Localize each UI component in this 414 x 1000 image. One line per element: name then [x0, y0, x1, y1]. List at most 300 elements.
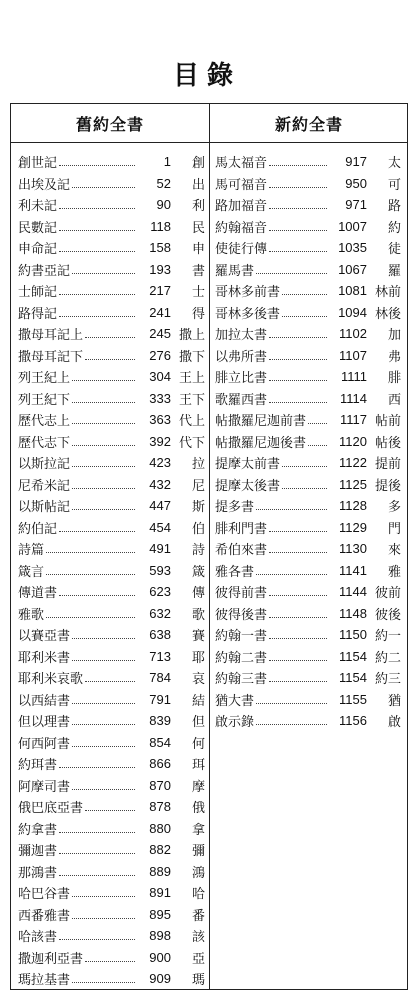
book-abbreviation: 來 [387, 543, 401, 559]
toc-entry [11, 237, 209, 259]
page-number: 891 [149, 885, 171, 901]
book-abbreviation: 亞 [191, 951, 205, 967]
book-abbreviation: 詩 [191, 543, 205, 559]
leader-dots [72, 445, 135, 446]
book-name: 馬太福音 [215, 156, 268, 172]
book-name: 雅各書 [215, 564, 255, 580]
leader-dots [308, 445, 327, 446]
new-testament-list [211, 151, 407, 732]
toc-entry [11, 624, 209, 646]
book-abbreviation: 出 [191, 177, 205, 193]
toc-entry [211, 409, 407, 431]
leader-dots [59, 939, 135, 940]
book-name: 創世記 [18, 156, 58, 172]
leader-dots [308, 423, 327, 424]
page-number: 950 [345, 175, 367, 191]
book-name: 啟示錄 [215, 715, 255, 731]
book-abbreviation: 腓 [387, 371, 401, 387]
leader-dots [72, 509, 135, 510]
toc-entry [11, 431, 209, 453]
book-abbreviation: 徒 [387, 242, 401, 258]
book-name: 約翰福音 [215, 220, 268, 236]
toc-entry [211, 323, 407, 345]
toc-entry [211, 689, 407, 711]
book-abbreviation: 哈 [191, 887, 205, 903]
page-number: 1154 [339, 670, 367, 686]
toc-entry [11, 323, 209, 345]
leader-dots [72, 789, 135, 790]
leader-dots [85, 337, 135, 338]
book-name: 撒迦利亞書 [18, 951, 84, 967]
leader-dots [59, 294, 135, 295]
leader-dots [72, 746, 135, 747]
book-abbreviation: 林前 [374, 285, 401, 301]
toc-entry [11, 839, 209, 861]
page-number: 713 [149, 648, 171, 664]
toc-entry [211, 581, 407, 603]
leader-dots [72, 896, 135, 897]
page-number: 900 [149, 949, 171, 965]
toc-entry [211, 560, 407, 582]
book-name: 猶大書 [215, 693, 255, 709]
toc-entry [11, 818, 209, 840]
toc-entry [11, 173, 209, 195]
toc-entry [11, 667, 209, 689]
page-number: 1141 [339, 562, 367, 578]
book-abbreviation: 王下 [178, 392, 205, 408]
toc-entry [11, 388, 209, 410]
page-number: 1081 [338, 283, 367, 299]
page-number: 1129 [339, 519, 367, 535]
leader-dots [59, 853, 135, 854]
page-number: 917 [345, 154, 367, 170]
page-number: 1007 [338, 218, 367, 234]
book-name: 彌迦書 [18, 844, 58, 860]
leader-dots [269, 531, 327, 532]
toc-entry [211, 474, 407, 496]
book-abbreviation: 多 [387, 500, 401, 516]
book-abbreviation: 拿 [191, 822, 205, 838]
book-name: 約拿書 [18, 822, 58, 838]
toc-entry [11, 560, 209, 582]
toc-entry [11, 904, 209, 926]
book-abbreviation: 彼後 [374, 607, 401, 623]
leader-dots [72, 488, 135, 489]
page-number: 882 [149, 842, 171, 858]
leader-dots [269, 681, 327, 682]
book-name: 俄巴底亞書 [18, 801, 84, 817]
leader-dots [85, 359, 135, 360]
new-testament-heading: 新約全書 [274, 114, 343, 134]
book-name: 耶利米哀歌 [18, 672, 84, 688]
leader-dots [282, 294, 327, 295]
toc-entry [211, 259, 407, 281]
leader-dots [269, 402, 327, 403]
book-name: 提摩太前書 [215, 457, 281, 473]
leader-dots [72, 380, 135, 381]
page-number: 1107 [339, 347, 367, 363]
leader-dots [269, 165, 327, 166]
leader-dots [269, 638, 327, 639]
book-name: 哥林多後書 [215, 306, 281, 322]
book-abbreviation: 彼前 [374, 586, 401, 602]
book-abbreviation: 瑪 [191, 973, 205, 989]
book-name: 箴言 [18, 564, 45, 580]
leader-dots [59, 875, 135, 876]
page-number: 193 [149, 261, 171, 277]
toc-entry [11, 409, 209, 431]
toc-entry [211, 345, 407, 367]
leader-dots [282, 316, 327, 317]
toc-entry [11, 474, 209, 496]
page-number: 1122 [339, 455, 367, 471]
toc-entry [11, 194, 209, 216]
book-name: 士師記 [18, 285, 58, 301]
book-abbreviation: 約三 [374, 672, 401, 688]
book-abbreviation: 拉 [191, 457, 205, 473]
book-name: 以賽亞書 [18, 629, 71, 645]
book-abbreviation: 弗 [387, 349, 401, 365]
toc-entry [11, 366, 209, 388]
page-number: 1156 [339, 713, 367, 729]
page-number: 241 [149, 304, 171, 320]
leader-dots [59, 595, 135, 596]
page-number: 1117 [340, 412, 367, 428]
leader-dots [269, 337, 327, 338]
page-number: 1067 [338, 261, 367, 277]
book-abbreviation: 士 [191, 285, 205, 301]
book-name: 何西阿書 [18, 736, 71, 752]
book-abbreviation: 約 [387, 220, 401, 236]
page-number: 447 [149, 498, 171, 514]
book-abbreviation: 代上 [178, 414, 205, 430]
book-name: 希伯來書 [215, 543, 268, 559]
page-number: 638 [149, 627, 171, 643]
page-number: 1130 [339, 541, 367, 557]
book-abbreviation: 但 [191, 715, 205, 731]
book-abbreviation: 創 [191, 156, 205, 172]
book-abbreviation: 啟 [387, 715, 401, 731]
toc-entry [11, 581, 209, 603]
page-number: 1125 [339, 476, 367, 492]
old-testament-heading: 舊約全書 [75, 114, 144, 134]
book-name: 彼得後書 [215, 607, 268, 623]
page-number: 878 [149, 799, 171, 815]
toc-entry [11, 646, 209, 668]
leader-dots [269, 251, 327, 252]
leader-dots [46, 574, 135, 575]
book-name: 約珥書 [18, 758, 58, 774]
leader-dots [256, 724, 327, 725]
leader-dots [46, 552, 135, 553]
leader-dots [282, 488, 327, 489]
leader-dots [72, 918, 135, 919]
book-name: 歌羅西書 [215, 392, 268, 408]
leader-dots [72, 982, 135, 983]
book-name: 哈該書 [18, 930, 58, 946]
book-abbreviation: 林後 [374, 306, 401, 322]
book-name: 約翰三書 [215, 672, 268, 688]
book-name: 羅馬書 [215, 263, 255, 279]
page-number: 1150 [339, 627, 367, 643]
book-name: 約翰一書 [215, 629, 268, 645]
leader-dots [282, 466, 327, 467]
page-number: 895 [149, 906, 171, 922]
page-number: 276 [149, 347, 171, 363]
toc-entry [211, 173, 407, 195]
book-abbreviation: 撒上 [178, 328, 205, 344]
book-abbreviation: 太 [387, 156, 401, 172]
page-number: 118 [150, 218, 171, 234]
toc-entry [211, 495, 407, 517]
toc-entry [211, 151, 407, 173]
leader-dots [85, 810, 135, 811]
book-abbreviation: 雅 [387, 564, 401, 580]
page-number: 245 [149, 326, 171, 342]
book-abbreviation: 可 [387, 177, 401, 193]
page-number: 158 [149, 240, 171, 256]
leader-dots [269, 380, 327, 381]
leader-dots [59, 208, 135, 209]
toc-entry [211, 538, 407, 560]
toc-entry [11, 689, 209, 711]
page-number: 432 [149, 476, 171, 492]
toc-entry [11, 452, 209, 474]
toc-entry [11, 259, 209, 281]
leader-dots [59, 251, 135, 252]
book-abbreviation: 約一 [374, 629, 401, 645]
toc-entry [11, 216, 209, 238]
leader-dots [256, 574, 327, 575]
leader-dots [256, 703, 327, 704]
book-name: 以斯帖記 [18, 500, 71, 516]
book-abbreviation: 代下 [178, 435, 205, 451]
leader-dots [72, 273, 135, 274]
page-number: 52 [156, 175, 171, 191]
book-abbreviation: 哀 [191, 672, 205, 688]
book-abbreviation: 摩 [191, 779, 205, 795]
leader-dots [85, 681, 135, 682]
page-number: 623 [149, 584, 171, 600]
leader-dots [72, 402, 135, 403]
page-number: 866 [149, 756, 171, 772]
leader-dots [256, 273, 327, 274]
page-number: 1144 [339, 584, 367, 600]
page-number: 898 [149, 928, 171, 944]
new-testament-column [211, 104, 407, 732]
leader-dots [72, 703, 135, 704]
book-name: 約書亞記 [18, 263, 71, 279]
book-name: 出埃及記 [18, 177, 71, 193]
page-number: 392 [149, 433, 171, 449]
book-name: 瑪拉基書 [18, 973, 71, 989]
page-number: 304 [149, 369, 171, 385]
page-number: 454 [149, 519, 171, 535]
toc-table [10, 103, 408, 990]
page-number: 333 [149, 390, 171, 406]
book-abbreviation: 傳 [191, 586, 205, 602]
toc-entry [211, 194, 407, 216]
toc-entry [211, 517, 407, 539]
book-abbreviation: 提後 [374, 478, 401, 494]
page-number: 1094 [338, 304, 367, 320]
toc-entry [211, 388, 407, 410]
page-number: 889 [149, 863, 171, 879]
book-name: 路加福音 [215, 199, 268, 215]
leader-dots [269, 359, 327, 360]
page-number: 632 [149, 605, 171, 621]
leader-dots [59, 832, 135, 833]
toc-entry [11, 925, 209, 947]
page-number: 839 [149, 713, 171, 729]
book-name: 歷代志下 [18, 435, 71, 451]
toc-entry [11, 302, 209, 324]
leader-dots [269, 230, 327, 231]
leader-dots [72, 638, 135, 639]
book-abbreviation: 提前 [374, 457, 401, 473]
leader-dots [85, 961, 135, 962]
toc-entry [11, 882, 209, 904]
book-abbreviation: 珥 [191, 758, 205, 774]
toc-entry [211, 302, 407, 324]
book-abbreviation: 番 [191, 908, 205, 924]
page-title: 目錄 [172, 61, 241, 91]
toc-entry [11, 151, 209, 173]
book-abbreviation: 俄 [191, 801, 205, 817]
book-abbreviation: 歌 [191, 607, 205, 623]
book-name: 以西結書 [18, 693, 71, 709]
toc-entry [11, 861, 209, 883]
toc-entry [211, 667, 407, 689]
book-abbreviation: 猶 [387, 693, 401, 709]
book-name: 那鴻書 [18, 865, 58, 881]
toc-entry [11, 968, 209, 990]
page-number: 1035 [338, 240, 367, 256]
toc-entry [11, 947, 209, 969]
toc-entry [11, 775, 209, 797]
toc-entry [211, 603, 407, 625]
toc-entry [211, 624, 407, 646]
book-abbreviation: 斯 [191, 500, 205, 516]
page-number: 971 [345, 197, 367, 213]
book-abbreviation: 帖前 [374, 414, 401, 430]
leader-dots [59, 230, 135, 231]
page-number: 1155 [339, 691, 367, 707]
book-name: 馬可福音 [215, 177, 268, 193]
book-abbreviation: 西 [387, 392, 401, 408]
book-abbreviation: 鴻 [191, 865, 205, 881]
book-abbreviation: 尼 [191, 478, 205, 494]
page-number: 1114 [340, 390, 367, 406]
book-abbreviation: 賽 [191, 629, 205, 645]
book-name: 腓立比書 [215, 371, 268, 387]
leader-dots [72, 466, 135, 467]
page-number: 1120 [339, 433, 367, 449]
book-name: 約伯記 [18, 521, 58, 537]
toc-entry [211, 431, 407, 453]
book-abbreviation: 書 [191, 263, 205, 279]
book-abbreviation: 得 [191, 306, 205, 322]
book-abbreviation: 何 [191, 736, 205, 752]
toc-entry [11, 710, 209, 732]
book-name: 撒母耳記下 [18, 349, 84, 365]
book-name: 哈巴谷書 [18, 887, 71, 903]
page-number: 363 [149, 412, 171, 428]
leader-dots [269, 595, 327, 596]
book-name: 耶利米書 [18, 650, 71, 666]
leader-dots [269, 660, 327, 661]
toc-entry [11, 345, 209, 367]
page-number: 1154 [339, 648, 367, 664]
leader-dots [256, 509, 327, 510]
toc-entry [211, 710, 407, 732]
toc-entry [211, 216, 407, 238]
book-name: 利未記 [18, 199, 58, 215]
leader-dots [269, 208, 327, 209]
book-name: 提多書 [215, 500, 255, 516]
old-testament-list [11, 151, 209, 990]
book-abbreviation: 申 [191, 242, 205, 258]
page-number: 870 [149, 777, 171, 793]
book-name: 提摩太後書 [215, 478, 281, 494]
leader-dots [46, 617, 135, 618]
book-abbreviation: 約二 [374, 650, 401, 666]
leader-dots [59, 531, 135, 532]
leader-dots [269, 617, 327, 618]
book-name: 列王紀上 [18, 371, 71, 387]
book-abbreviation: 路 [387, 199, 401, 215]
page-number: 217 [149, 283, 171, 299]
leader-dots [72, 187, 135, 188]
page-number: 1148 [339, 605, 367, 621]
book-abbreviation: 撒下 [178, 349, 205, 365]
page-number: 1 [163, 154, 171, 170]
book-abbreviation: 該 [191, 930, 205, 946]
book-abbreviation: 民 [191, 220, 205, 236]
page-number: 1102 [339, 326, 367, 342]
book-name: 帖撒羅尼迦後書 [215, 435, 307, 451]
page-number: 593 [149, 562, 171, 578]
toc-entry [11, 732, 209, 754]
book-name: 腓利門書 [215, 521, 268, 537]
book-name: 哥林多前書 [215, 285, 281, 301]
page-number: 423 [149, 455, 171, 471]
book-abbreviation: 耶 [191, 650, 205, 666]
toc-entry [211, 280, 407, 302]
page-number: 854 [149, 734, 171, 750]
book-abbreviation: 羅 [387, 263, 401, 279]
toc-entry [211, 237, 407, 259]
column-divider [209, 104, 210, 989]
page-number: 880 [149, 820, 171, 836]
book-name: 尼希米記 [18, 478, 71, 494]
leader-dots [269, 552, 327, 553]
toc-entry [11, 280, 209, 302]
toc-entry [211, 646, 407, 668]
toc-entry [11, 495, 209, 517]
page-number: 1111 [340, 369, 367, 385]
page-number: 491 [149, 541, 171, 557]
leader-dots [72, 724, 135, 725]
book-abbreviation: 帖後 [374, 435, 401, 451]
toc-entry [11, 538, 209, 560]
book-name: 帖撒羅尼迦前書 [215, 414, 307, 430]
page-number: 90 [156, 197, 171, 213]
book-name: 路得記 [18, 306, 58, 322]
book-name: 列王紀下 [18, 392, 71, 408]
book-name: 彼得前書 [215, 586, 268, 602]
leader-dots [72, 423, 135, 424]
